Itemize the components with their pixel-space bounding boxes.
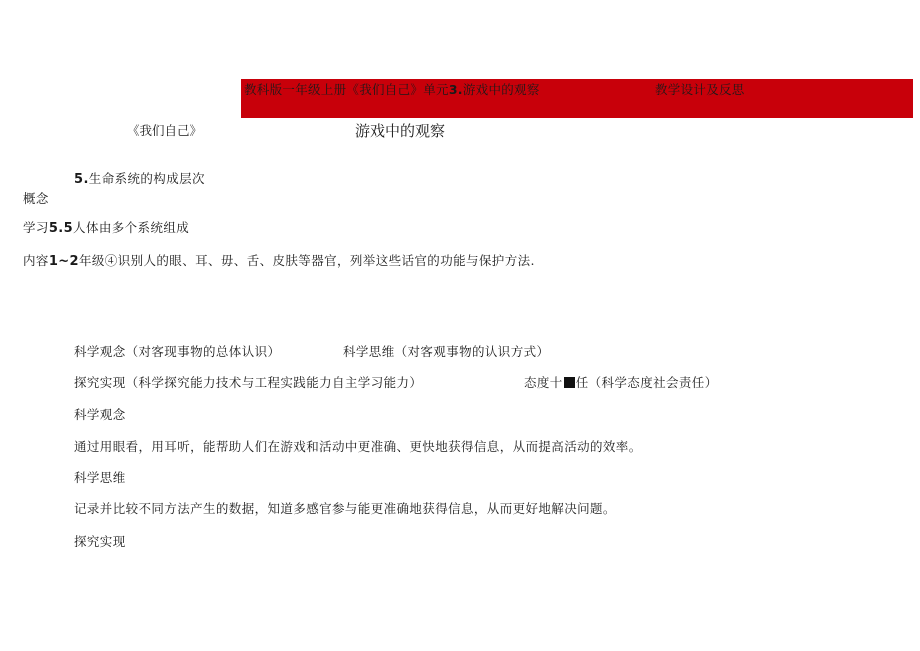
inquiry-title: 探究实现 <box>74 534 126 549</box>
science-thinking-text: 记录并比较不同方法产生的数据，知道多感官参与能更准确地获得信息，从而更好地解决问题。 <box>74 501 616 516</box>
learning-number: 5.5 <box>48 221 74 236</box>
content-grade-number: 1~2 <box>48 254 79 269</box>
concept-label: 概念 <box>23 191 49 206</box>
concept-text: 生命系统的构成层次 <box>88 171 205 186</box>
content-text: 年级④识别人的眼、耳、毋、舌、皮肤等器官，列举这些话官的功能与保护方法. <box>79 253 535 268</box>
science-thinking-title: 科学思维 <box>74 470 126 485</box>
attitude-suffix: 任（科学态度社会责任） <box>575 375 718 390</box>
lesson-title: 游戏中的观察 <box>355 122 446 140</box>
learning-text: 人体由多个系统组成 <box>73 220 190 235</box>
title-suffix: 游戏中的观察 <box>462 82 540 97</box>
attitude-prefix: 态度十 <box>524 375 563 390</box>
title-prefix: 教科版一年级上册《我们自己》单元 <box>244 82 449 97</box>
science-concept-header: 科学观念（对客现事物的总体认识） <box>74 344 281 359</box>
attitude-header <box>524 373 718 391</box>
content-prefix: 内容 <box>23 253 49 268</box>
black-square-glyph <box>564 377 575 388</box>
concept-line <box>74 169 205 187</box>
document-subtitle-right: 教学设计及反思 <box>655 82 745 97</box>
learning-prefix: 学习 <box>23 220 49 235</box>
science-thinking-header: 科学思维（对客观事物的认识方式） <box>343 344 550 359</box>
science-concept-text: 通过用眼看，用耳听，能帮助人们在游戏和活动中更准确、更快地获得信息，从而提高活动的效率。 <box>74 439 642 454</box>
document-title <box>244 80 540 98</box>
concept-number: 5. <box>74 172 89 187</box>
unit-name: 《我们自己》 <box>127 123 203 138</box>
learning-line <box>23 218 189 236</box>
inquiry-header: 探究实现（科学探究能力技术与工程实践能力自主学习能力） <box>74 375 423 390</box>
science-concept-title: 科学观念 <box>74 407 126 422</box>
title-number: 3. <box>448 82 463 97</box>
content-line <box>23 251 535 269</box>
